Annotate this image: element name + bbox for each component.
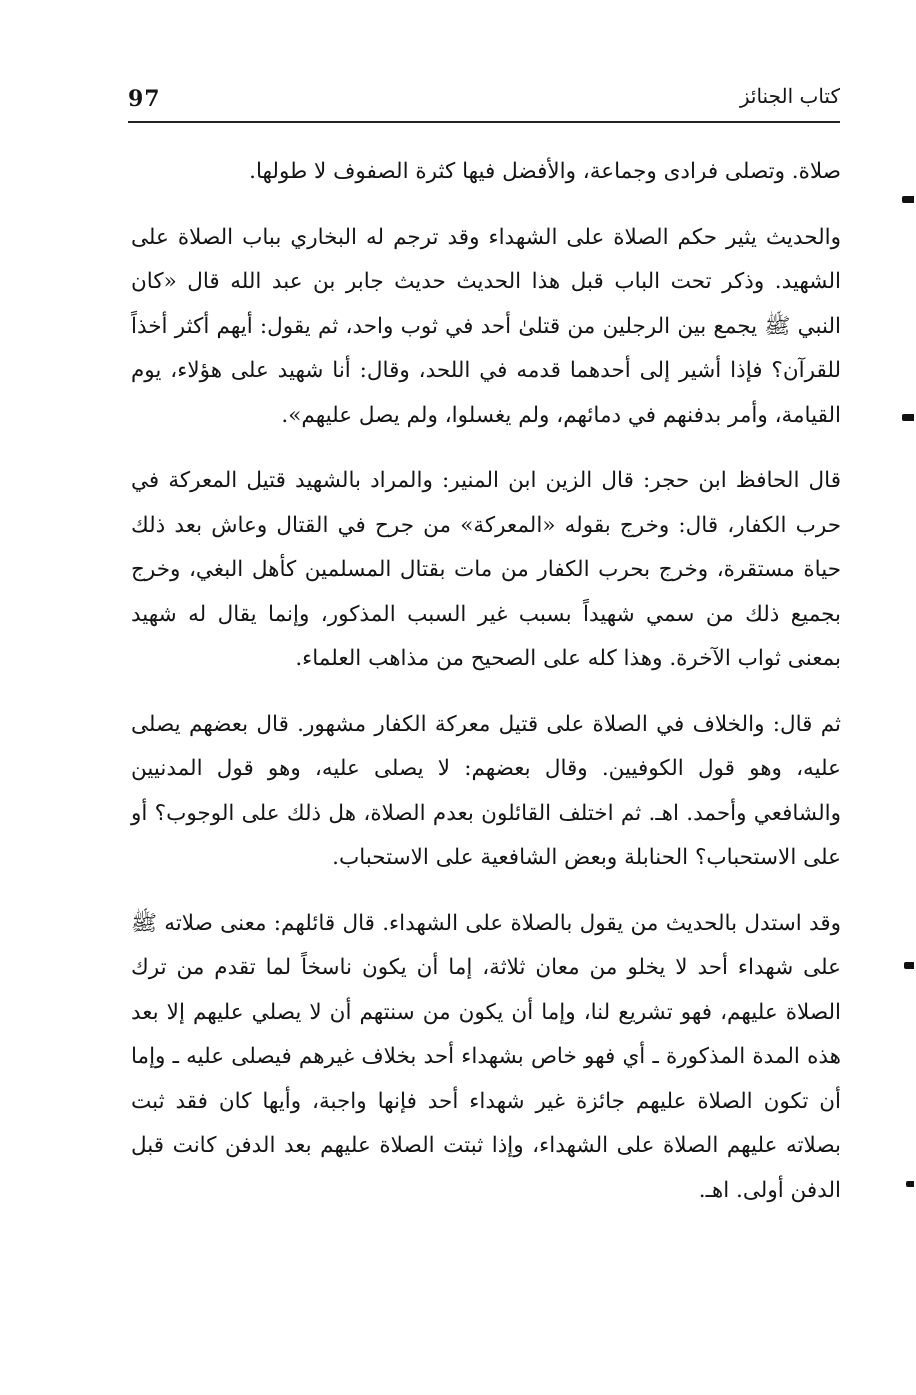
margin-scan-mark xyxy=(902,196,914,203)
running-header xyxy=(128,84,840,120)
paragraph: قال الحافظ ابن حجر: قال الزين ابن المنير: والمراد بالشهيد قتيل المعركة في حرب الكفار، قال: وخرج بقوله «المعركة» من جرح في القتال وعاش بعد ذلك حياة مستقرة، وخرج بحرب الكفار من مات بقتال المسلمين كأهل البغي، وخرج بجميع ذلك من سمي شهيداً بسبب غير السبب المذكور، وإنما يقال له شهيد بمعنى ثواب الآخرة. وهذا كله على الصحيح من مذاهب العلماء. xyxy=(131,468,841,671)
paragraph: ثم قال: والخلاف في الصلاة على قتيل معركة الكفار مشهور. قال بعضهم يصلى عليه، وهو قول الكوفيين. وقال بعضهم: لا يصلى عليه، وهو قول المدنيين والشافعي وأحمد. اهـ. ثم اختلف القائلون بعدم الصلاة، هل ذلك على الوجوب؟ أو على الاستحباب؟ الحنابلة وبعض الشافعية على الاستحباب. xyxy=(131,711,841,870)
header-rule xyxy=(128,121,840,123)
margin-scan-mark xyxy=(906,1181,914,1187)
margin-scan-mark xyxy=(902,414,914,421)
chapter-title: كتاب الجنائز xyxy=(739,84,840,108)
margin-scan-mark xyxy=(904,962,914,969)
paragraph: وقد استدل بالحديث من يقول بالصلاة على الشهداء. قال قائلهم: معنى صلاته ﷺ على شهداء أحد لا يخلو من معان ثلاثة، إما أن يكون ناسخاً لما تقدم من ترك الصلاة عليهم، فهو تشريع لنا، وإما أن يكون من سنتهم أن لا يصلي عليهم إلا بعد هذه المدة المذكورة ـ أي فهو خاص بشهداء أحد بخلاف غيرهم فيصلى عليه ـ وإما أن تكون الصلاة عليهم جائزة غير شهداء أحد فإنها واجبة، وأيها كان فقد ثبت بصلاته عليهم الصلاة على الشهداء، وإذا ثبتت الصلاة عليهم بعد الدفن كانت قبل الدفن أولى. اهـ. xyxy=(131,910,841,1203)
page-number: 97 xyxy=(128,86,161,112)
paragraph: صلاة. وتصلى فرادى وجماعة، والأفضل فيها كثرة الصفوف لا طولها. xyxy=(249,159,841,184)
body-text xyxy=(131,150,841,1213)
paragraph: والحديث يثير حكم الصلاة على الشهداء وقد ترجم له البخاري بباب الصلاة على الشهيد. وذكر تحت الباب قبل هذا الحديث حديث جابر بن عبد الله قال «كان النبي ﷺ يجمع بين الرجلين من قتلىٰ أحد في ثوب واحد، ثم يقول: أيهم أكثر أخذاً للقرآن؟ فإذا أشير إلى أحدهما قدمه في اللحد، وقال: أنا شهيد على هؤلاء، يوم القيامة، وأمر بدفنهم في دمائهم، ولم يغسلوا، ولم يصل عليهم». xyxy=(131,224,841,428)
